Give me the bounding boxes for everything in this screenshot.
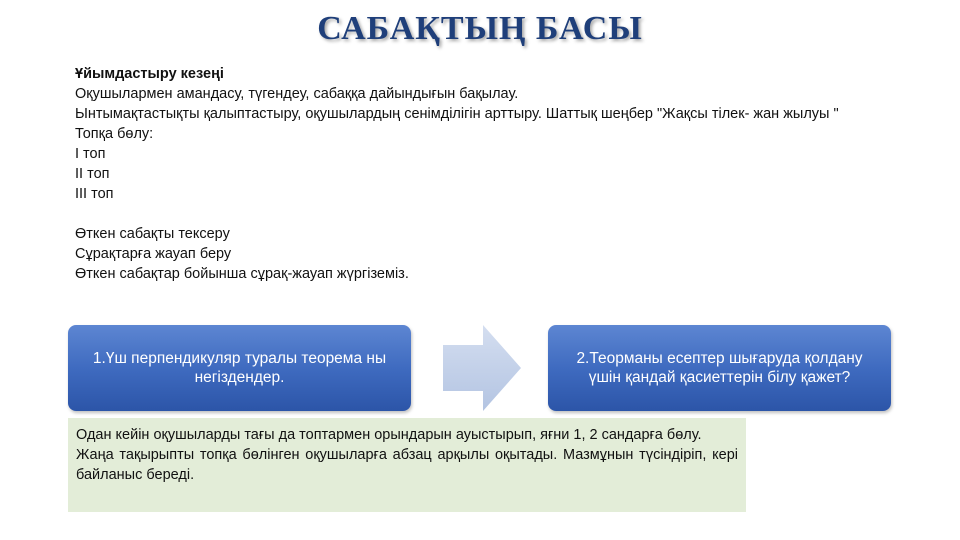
section-heading: Ұйымдастыру кезеңі	[75, 66, 224, 82]
text-line: Топқа бөлу:	[75, 126, 154, 142]
blank-line	[75, 204, 895, 224]
text-line: ІІ топ	[75, 166, 110, 182]
text-line: І топ	[75, 146, 106, 162]
note-box	[68, 418, 746, 512]
text-line: Өткен сабақтар бойынша сұрақ-жауап жүргіземіз.	[75, 266, 409, 282]
slide-title: САБАҚТЫҢ БАСЫ	[317, 10, 643, 47]
process-step-1-label: 1.Үш перпендикуляр туралы теорема ны негіздендер.	[92, 350, 387, 386]
note-paragraph: Одан кейін оқушыларды тағы да топтармен орындарын ауыстырып, яғни 1, 2 сандарға бөлу.	[76, 427, 702, 443]
text-line: Сұрақтарға жауап беру	[75, 246, 232, 262]
text-line: Өткен сабақты тексеру	[75, 226, 230, 242]
text-line: Оқушылармен амандасу, түгендеу, сабаққа дайындығын бақылау.	[75, 86, 519, 102]
text-line: ІІІ топ	[75, 186, 114, 202]
process-step-2-label: 2.Теорманы есептер шығаруда қолдану үшін қандай қасиеттерін білу қажет?	[576, 350, 863, 386]
process-step-1	[68, 325, 411, 411]
text-line: Ынтымақтастықты қалыптастыру, оқушылардың сенімділігін арттыру. Шаттық шеңбер "Жақсы тілек- жан жылуы "	[75, 106, 839, 122]
slide-body-text	[75, 64, 895, 284]
arrow-right-icon	[443, 325, 521, 411]
note-paragraph: Жаңа тақырыпты топқа бөлінген оқушыларға абзац арқылы оқытады. Мазмұнын түсіндіріп, кері байланыс береді.	[76, 447, 738, 483]
process-step-2	[548, 325, 891, 411]
